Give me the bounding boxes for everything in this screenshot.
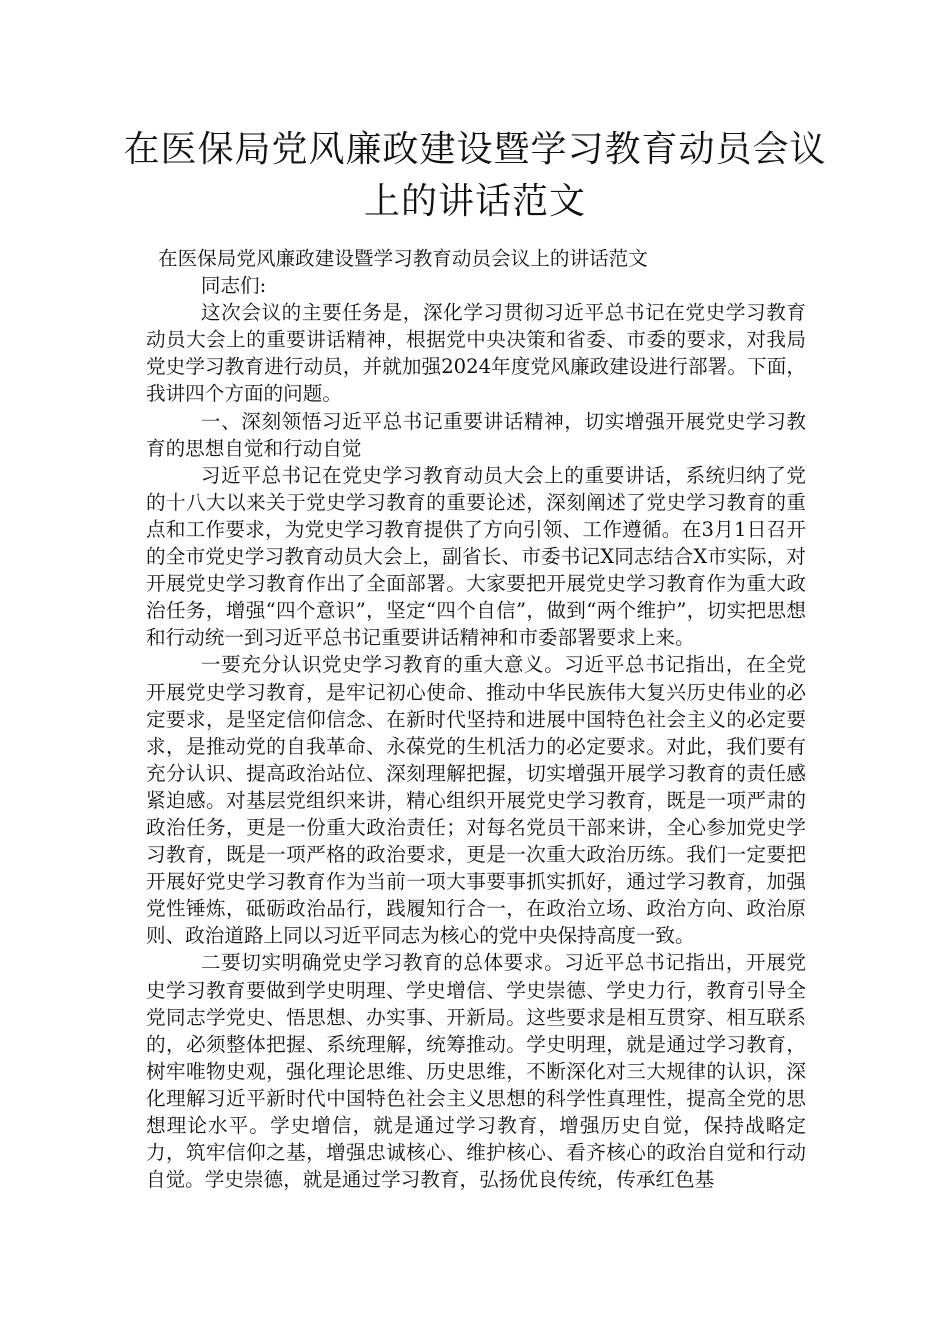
paragraph: 二要切实明确党史学习教育的总体要求。习近平总书记指出，开展党史学习教育要做到学史明理、学史增信、学史崇德、学史力行，教育引导全党同志学党史、悟思想、办实事、开新局。这些要求是相互贯穿、相互联系的，必须整体把握、系统理解，统筹推动。学史明理，就是通过学习教育，树牢唯物史观，强化理论思维、历史思维，不断深化对三大规律的认识，深化理解习近平新时代中国特色社会主义思想的科学性真理性，提高全党的思想理论水平。学史增信，就是通过学习教育，增强历史自觉，保持战略定力，筑牢信仰之基，增强忠诚核心、维护核心、看齐核心的政治自觉和行动自觉。学史崇德，就是通过学习教育，弘扬优良传统，传承红色基 — [146, 951, 806, 1192]
paragraph: 习近平总书记在党史学习教育动员大会上的重要讲话，系统归纳了党的十八大以来关于党史学习教育的重要论述，深刻阐述了党史学习教育的重点和工作要求，为党史学习教育提供了方向引领、工作遵循。在3月1日召开的全市党史学习教育动员大会上，副省长、市委书记X同志结合X市实际，对开展党史学习教育作出了全面部署。大家要把开展党史学习教育作为重大政治任务，增强“四个意识”，坚定“四个自信”，做到“两个维护”，切实把思想和行动统一到习近平总书记重要讲话精神和市委部署要求上来。 — [146, 463, 806, 650]
document-subtitle: 在医保局党风廉政建设暨学习教育动员会议上的讲话范文 — [158, 247, 648, 270]
document-body — [146, 245, 806, 1193]
document-title: 在医保局党风廉政建设暨学习教育动员会议上的讲话范文 — [123, 129, 827, 222]
salutation: 同志们: — [200, 274, 267, 298]
section-heading: 一、深刻领悟习近平总书记重要讲话精神，切实增强开展党史学习教育的思想自觉和行动自觉 — [146, 409, 806, 460]
paragraph: 一要充分认识党史学习教育的重大意义。习近平总书记指出，在全党开展党史学习教育，是牢记初心使命、推动中华民族伟大复兴历史伟业的必定要求，是坚定信仰信念、在新时代坚持和进展中国特色社会主义的必定要求，是推动党的自我革命、永葆党的生机活力的必定要求。对此，我们要有充分认识、提高政治站位、深刻理解把握，切实增强开展学习教育的责任感紧迫感。对基层党组织来讲，精心组织开展党史学习教育，既是一项严肃的政治任务，更是一份重大政治责任；对每名党员干部来讲，全心参加党史学习教育，既是一项严格的政治要求，更是一次重大政治历练。我们一定要把开展好党史学习教育作为当前一项大事要事抓实抓好，通过学习教育，加强党性锤炼，砥砺政治品行，践履知行合一，在政治立场、政治方向、政治原则、政治道路上同以习近平同志为核心的党中央保持高度一致。 — [146, 653, 806, 948]
paragraph: 这次会议的主要任务是，深化学习贯彻习近平总书记在党史学习教育动员大会上的重要讲话精神，根据党中央决策和省委、市委的要求，对我局党史学习教育进行动员，并就加强2024年度党风廉政建设进行部署。下面，我讲四个方面的问题。 — [146, 301, 806, 406]
